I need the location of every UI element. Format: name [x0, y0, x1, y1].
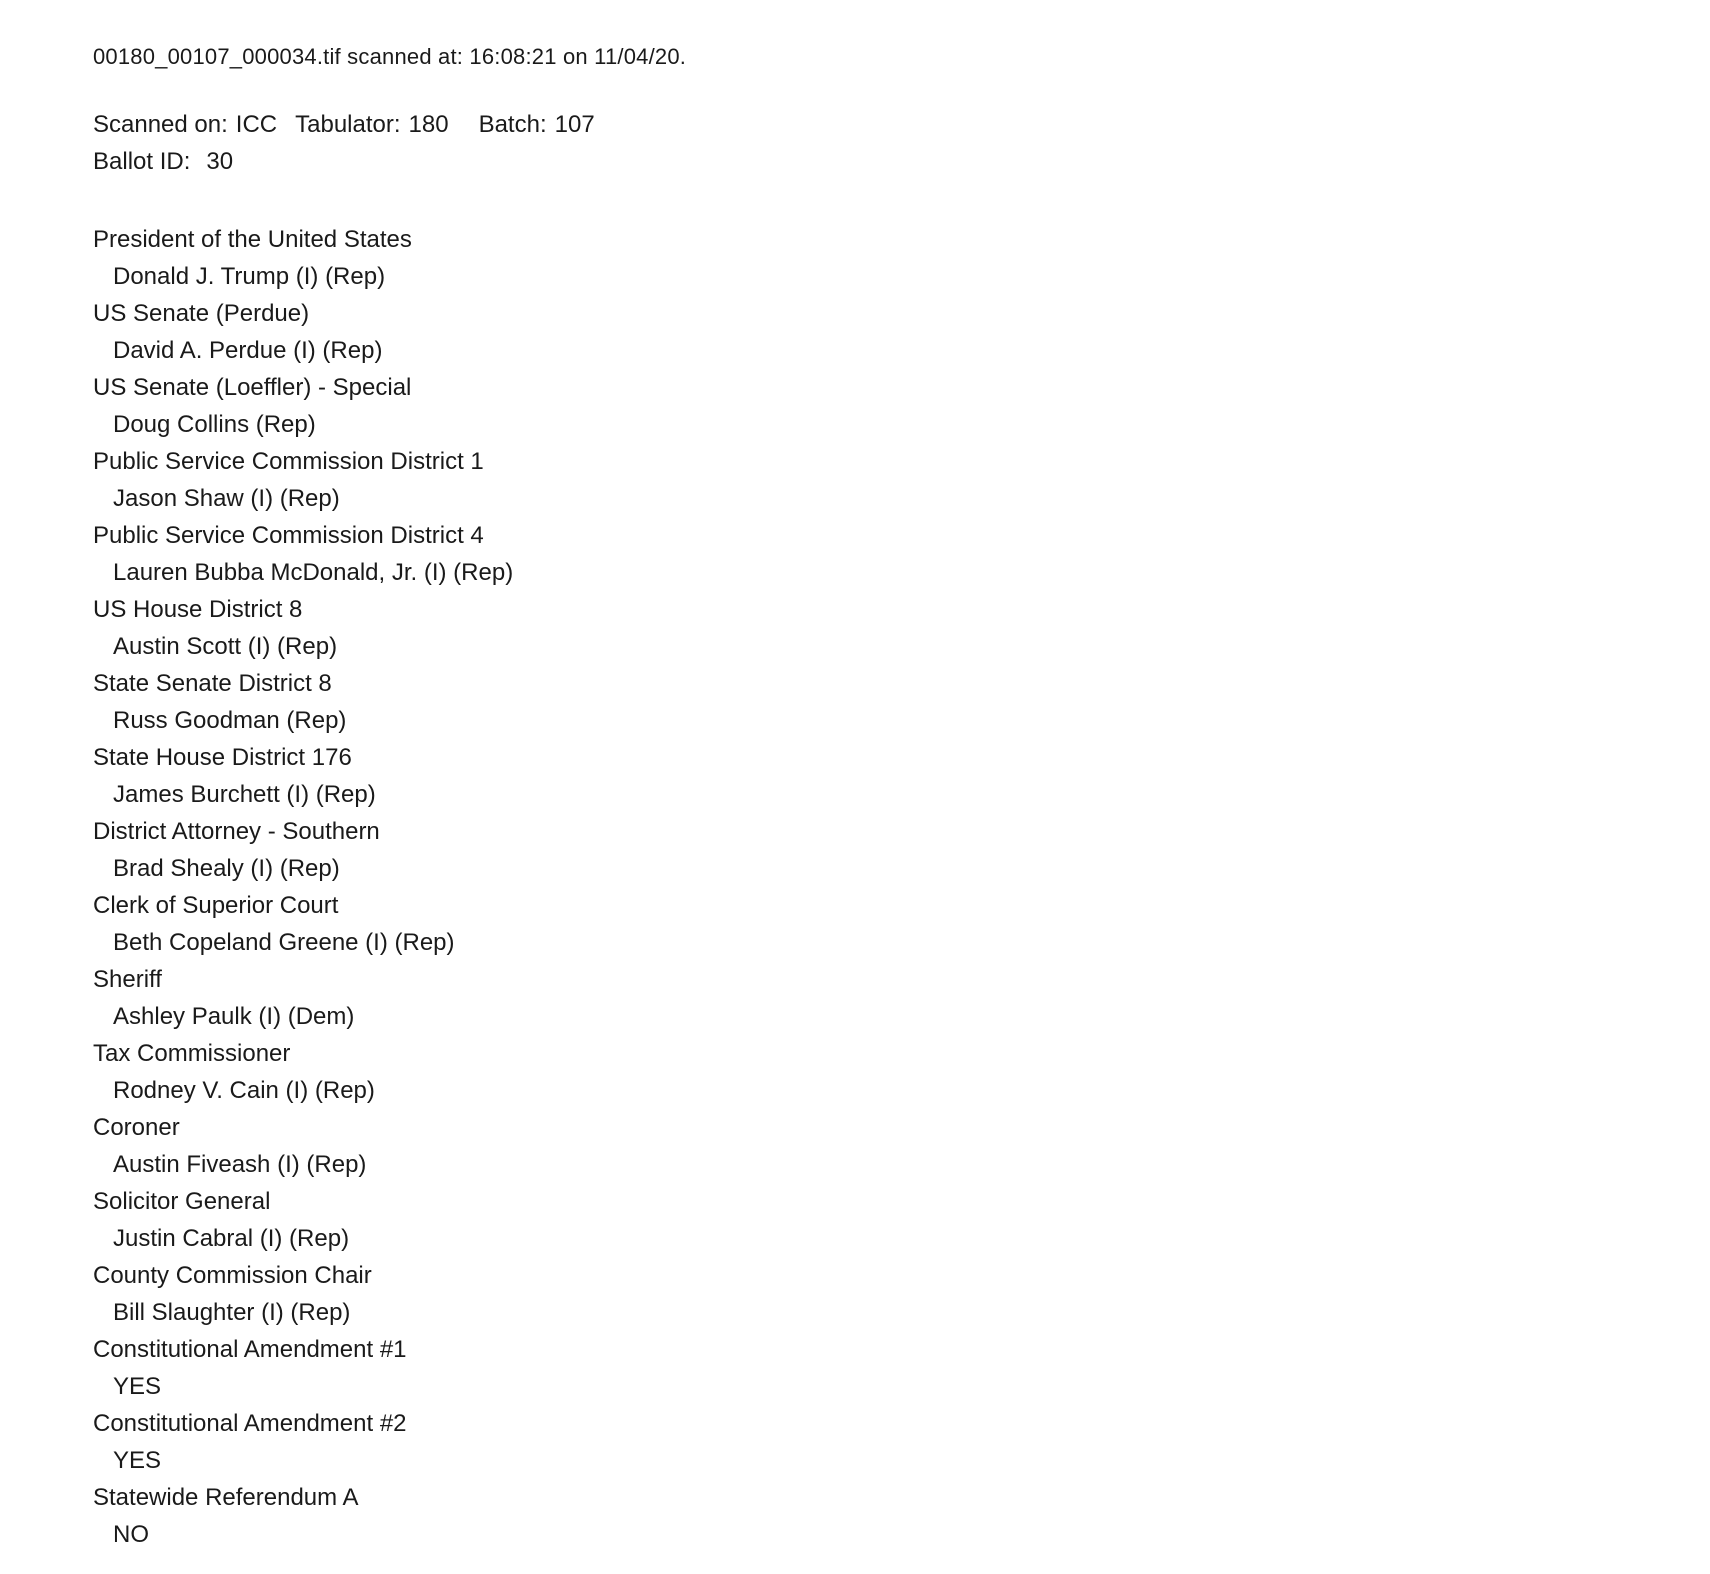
contest-selection: NO: [113, 1521, 149, 1548]
contest-selection: Austin Scott (I) (Rep): [113, 633, 338, 660]
contest-title: Sheriff: [93, 966, 162, 993]
contest-title: Coroner: [93, 1114, 180, 1141]
batch-value: 107: [554, 111, 595, 138]
contest-title: Constitutional Amendment #1: [93, 1336, 407, 1363]
contest-title: US Senate (Perdue): [93, 300, 310, 327]
contest-title: Clerk of Superior Court: [93, 892, 339, 919]
contest-selection: Jason Shaw (I) (Rep): [113, 485, 340, 512]
contest-title: President of the United States: [93, 226, 412, 253]
contest-title: Tax Commissioner: [93, 1040, 291, 1067]
contest-title: US Senate (Loeffler) - Special: [93, 374, 412, 401]
contest-selection: YES: [113, 1447, 162, 1474]
contest-title: State Senate District 8: [93, 670, 332, 697]
contest-selection: Rodney V. Cain (I) (Rep): [113, 1077, 375, 1104]
contest-selection: Doug Collins (Rep): [113, 411, 316, 438]
contest-title: Public Service Commission District 1: [93, 448, 484, 475]
contest-selection: David A. Perdue (I) (Rep): [113, 337, 383, 364]
contest-selection: Justin Cabral (I) (Rep): [113, 1225, 350, 1252]
contest-list: [93, 221, 1670, 1553]
batch-label: Batch:: [478, 111, 547, 138]
contest-title: US House District 8: [93, 596, 303, 623]
contest-selection: James Burchett (I) (Rep): [113, 781, 376, 808]
contest-title: District Attorney - Southern: [93, 818, 380, 845]
contest-title: State House District 176: [93, 744, 352, 771]
contest-selection: Brad Shealy (I) (Rep): [113, 855, 340, 882]
contest-selection: Donald J. Trump (I) (Rep): [113, 263, 386, 290]
contest-title: County Commission Chair: [93, 1262, 372, 1289]
scan-file-line: 00180_00107_000034.tif scanned at: 16:08:21 on 11/04/20.: [93, 44, 687, 69]
contest-selection: Russ Goodman (Rep): [113, 707, 347, 734]
contest-title: Statewide Referendum A: [93, 1484, 359, 1511]
ballot-id-line: [93, 143, 1670, 180]
contest-selection: Austin Fiveash (I) (Rep): [113, 1151, 367, 1178]
ballot-id-value: 30: [206, 148, 234, 175]
contest-title: Public Service Commission District 4: [93, 522, 484, 549]
contest-title: Solicitor General: [93, 1188, 271, 1215]
contest-title: Constitutional Amendment #2: [93, 1410, 407, 1437]
scanned-on-label: Scanned on:: [93, 111, 228, 138]
tabulator-value: 180: [408, 111, 449, 138]
contest-selection: Beth Copeland Greene (I) (Rep): [113, 929, 455, 956]
contest-selection: Bill Slaughter (I) (Rep): [113, 1299, 351, 1326]
scan-info-line: [93, 106, 1670, 143]
contest-selection: Lauren Bubba McDonald, Jr. (I) (Rep): [113, 559, 514, 586]
contest-selection: YES: [113, 1373, 162, 1400]
tabulator-label: Tabulator:: [295, 111, 401, 138]
ballot-id-label: Ballot ID:: [93, 148, 191, 175]
scanned-on-value: ICC: [235, 111, 278, 138]
contest-selection: Ashley Paulk (I) (Dem): [113, 1003, 355, 1030]
